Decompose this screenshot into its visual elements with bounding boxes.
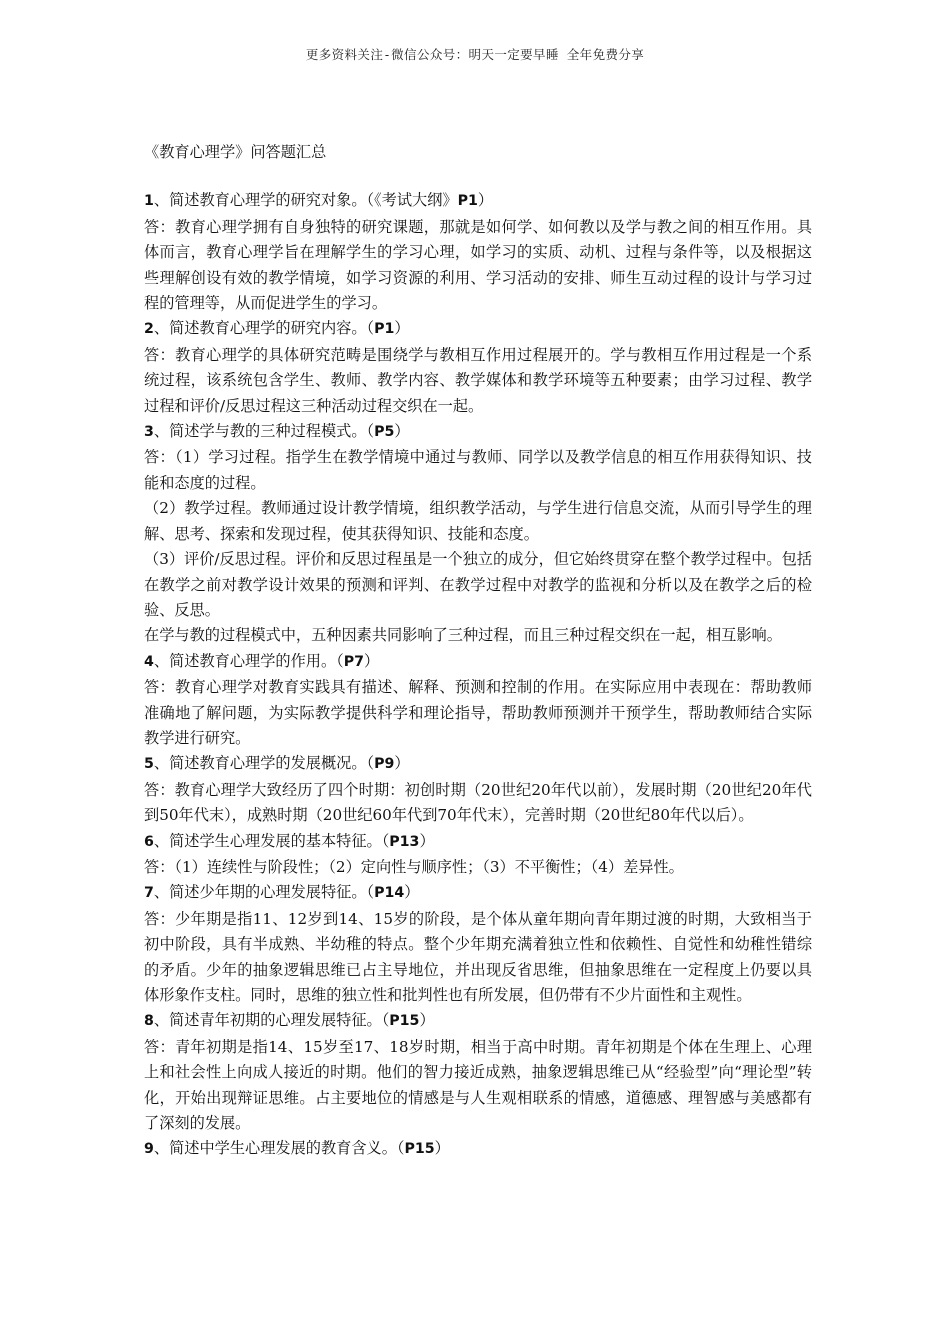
answer-paragraph: 答：（1）连续性与阶段性；（2）定向性与顺序性；（3）不平衡性；（4）差异性。	[144, 857, 684, 876]
answer-paragraph: （3）评价/反思过程。评价和反思过程虽是一个独立的成分，但它始终贯穿在整个教学过程中。包括在教学之前对教学设计效果的预测和评判、在教学过程中对教学的监视和分析以及在教学之后的检验、反思。	[144, 550, 812, 619]
question-text: 、简述中学生心理发展的教育含义。（	[153, 1139, 405, 1158]
document-title: 《教育心理学》问答题汇总	[144, 143, 327, 161]
qa-item	[144, 1008, 812, 1136]
question-number: 3	[144, 424, 154, 441]
question-close: ）	[477, 191, 494, 210]
answer-paragraph: 答：少年期是指11、12岁到14、15岁的阶段，是个体从童年期向青年期过渡的时期，大致相当于初中阶段，具有半成熟、半幼稚的特点。整个少年期充满着独立性和依赖性、自觉性和幼稚性错综的矛盾。少年的抽象逻辑思维已占主导地位，并出现反省思维，但抽象思维在一定程度上仍要以具体形象作支柱。同时，思维的独立性和批判性也有所发展，但仍带有不少片面性和主观性。	[144, 909, 812, 1004]
qa-item	[144, 649, 812, 752]
question-text: 、简述教育心理学的发展概况。（	[153, 754, 375, 773]
question-text: 、简述学与教的三种过程模式。（	[153, 422, 375, 441]
question-heading	[144, 1136, 812, 1162]
question-close: ）	[404, 883, 420, 902]
question-text: 、简述教育心理学的研究对象。（《考试大纲》	[153, 191, 458, 210]
answer-paragraph: 在学与教的过程模式中，五种因素共同影响了三种过程，而且三种过程交织在一起，相互影响。	[144, 626, 782, 645]
document-content	[144, 140, 812, 1163]
page-header: 更多资料关注-微信公众号：明天一定要早睡 全年免费分享	[305, 47, 645, 62]
page-reference: P1	[457, 193, 478, 210]
question-close: ）	[394, 319, 410, 338]
answer-paragraph: （2）教学过程。教师通过设计教学情境，组织教学活动，与学生进行信息交流，从而引导学生的理解、思考、探索和发现过程，使其获得知识、技能和态度。	[144, 499, 812, 543]
question-number: 5	[144, 756, 154, 773]
question-text: 、简述学生心理发展的基本特征。（	[153, 831, 390, 850]
answer-paragraph: 答：（1）学习过程。指学生在教学情境中通过与教师、同学以及教学信息的相互作用获得知识、技能和态度的过程。	[144, 448, 812, 492]
page-reference: P1	[374, 321, 395, 338]
question-text: 、简述教育心理学的作用。（	[153, 651, 344, 670]
question-heading	[144, 751, 812, 777]
question-text: 、简述青年初期的心理发展特征。（	[153, 1011, 390, 1030]
question-text: 、简述少年期的心理发展特征。（	[153, 883, 375, 902]
page-reference: P15	[404, 1141, 435, 1158]
page-reference: P14	[374, 885, 405, 902]
answer-paragraph: 答：教育心理学拥有自身独特的研究课题，那就是如何学、如何教以及学与教之间的相互作用。具体而言，教育心理学旨在理解学生的学习心理，如学习的实质、动机、过程与条件等，以及根据这些理解创设有效的教学情境，如学习资源的利用、学习活动的安排、师生互动过程的设计与学习过程的管理等，从而促进学生的学习。	[144, 217, 812, 313]
question-heading	[144, 316, 812, 342]
page-reference: P5	[374, 424, 395, 441]
question-close: ）	[419, 831, 435, 850]
question-number: 7	[144, 885, 154, 902]
question-heading	[144, 649, 812, 675]
question-number: 2	[144, 321, 154, 338]
qa-item	[144, 316, 812, 419]
page-reference: P15	[389, 1013, 420, 1030]
question-number: 1	[144, 193, 154, 210]
question-number: 9	[144, 1141, 154, 1158]
question-close: ）	[394, 754, 410, 773]
qa-item	[144, 880, 812, 1008]
answer-paragraph: 答：教育心理学对教育实践具有描述、解释、预测和控制的作用。在实际应用中表现在：帮助教师准确地了解问题，为实际教学提供科学和理论指导，帮助教师预测并干预学生，帮助教师结合实际教学进行研究。	[144, 678, 812, 747]
question-heading	[144, 880, 812, 906]
question-number: 4	[144, 653, 154, 670]
qa-list	[144, 188, 812, 1162]
question-heading	[144, 829, 812, 855]
question-close: ）	[434, 1139, 450, 1158]
page-reference: P9	[374, 756, 395, 773]
question-heading	[144, 419, 812, 445]
answer-paragraph: 答：教育心理学大致经历了四个时期：初创时期（20世纪20年代以前），发展时期（20世纪20年代到50年代末），成熟时期（20世纪60年代到70年代末），完善时期（20世纪80年代以后）。	[144, 780, 812, 825]
question-number: 6	[144, 833, 154, 850]
answer-paragraph: 答：教育心理学的具体研究范畴是围绕学与教相互作用过程展开的。学与教相互作用过程是一个系统过程，该系统包含学生、教师、教学内容、教学媒体和教学环境等五种要素；由学习过程、教学过程和评价/反思过程这三种活动过程交织在一起。	[144, 345, 812, 415]
question-close: ）	[394, 422, 410, 441]
question-heading	[144, 188, 812, 214]
qa-item	[144, 751, 812, 828]
question-number: 8	[144, 1013, 154, 1030]
qa-item	[144, 829, 812, 881]
answer-paragraph: 答：青年初期是指14、15岁至17、18岁时期，相当于高中时期。青年初期是个体在生理上、心理上和社会性上向成人接近的时期。他们的智力接近成熟，抽象逻辑思维已从“经验型”向“理论型”转化，开始出现辩证思维。占主要地位的情感是与人生观相联系的情感，道德感、理智感与美感都有了深刻的发展。	[144, 1037, 812, 1133]
page-reference: P7	[343, 653, 364, 670]
qa-item	[144, 1136, 812, 1162]
page-reference: P13	[389, 833, 420, 850]
qa-item	[144, 419, 812, 649]
question-text: 、简述教育心理学的研究内容。（	[153, 319, 375, 338]
question-close: ）	[419, 1011, 435, 1030]
question-close: ）	[364, 651, 380, 670]
qa-item	[144, 188, 812, 316]
question-heading	[144, 1008, 812, 1034]
